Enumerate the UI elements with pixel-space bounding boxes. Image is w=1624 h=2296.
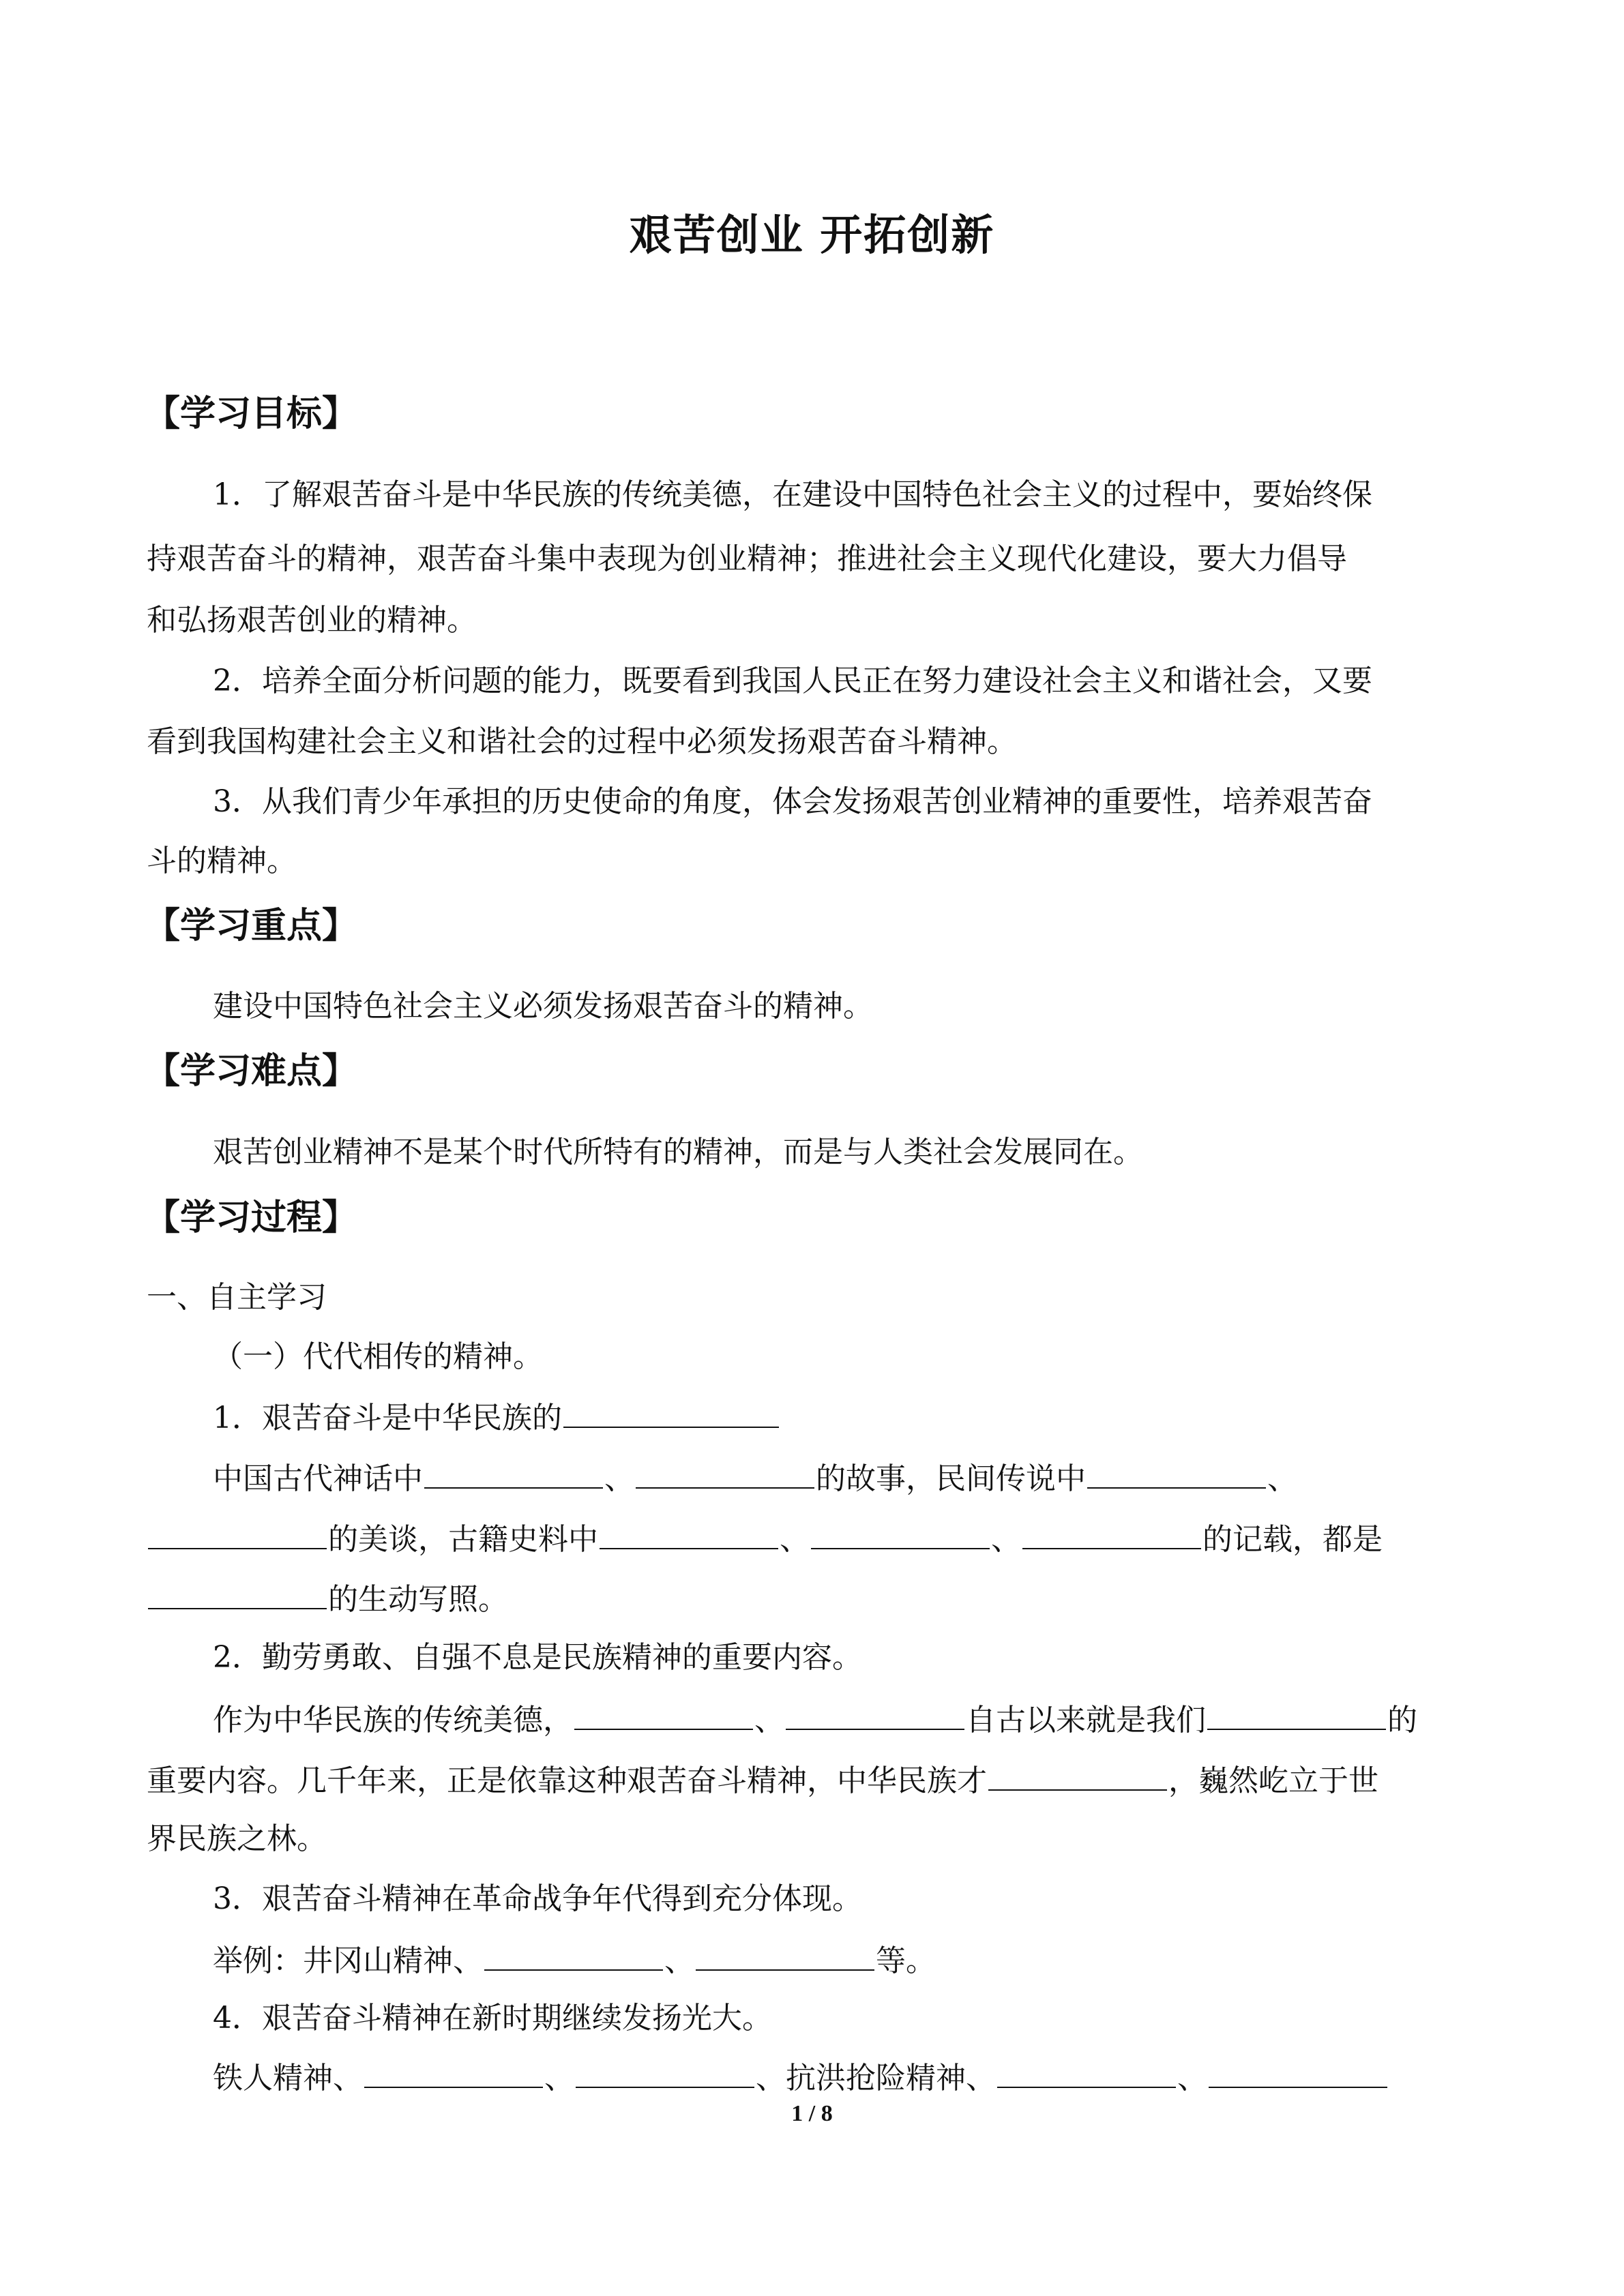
section-heading-process: 【学习过程】 <box>145 1197 358 1238</box>
question-4-head: 4．艰苦奋斗精神在新时期继续发扬光大。 <box>213 2001 772 2036</box>
blank-field[interactable] <box>576 2054 754 2088</box>
question-1-text-c: 的美谈，古籍史料中 <box>328 1522 598 1557</box>
blank-field[interactable] <box>1207 1696 1386 1730</box>
objective-1-line-2: 持艰苦奋斗的精神，艰苦奋斗集中表现为创业精神；推进社会主义现代化建设，要大力倡导 <box>147 541 1347 576</box>
question-1-text-a: 中国古代神话中 <box>213 1461 423 1496</box>
subsection-heading-1: （一）代代相传的精神。 <box>213 1339 543 1374</box>
separator: 、 <box>991 1522 1021 1557</box>
blank-field[interactable] <box>148 1575 327 1609</box>
question-2-line-4: 界民族之林。 <box>147 1821 327 1856</box>
question-4-line-2 <box>213 2054 1389 2101</box>
question-3-line-2 <box>213 1937 936 1984</box>
separator: 、 <box>754 1703 784 1738</box>
part-heading-self-study: 一、自主学习 <box>147 1280 327 1315</box>
question-3-text-b: 等。 <box>876 1943 936 1978</box>
page-title: 艰苦创业 开拓创新 <box>629 210 995 260</box>
question-1-line-4 <box>147 1575 508 1622</box>
blank-field[interactable] <box>696 1937 874 1971</box>
difficulty-text: 艰苦创业精神不是某个时代所特有的精神，而是与人类社会发展同在。 <box>213 1135 1143 1169</box>
key-point-text: 建设中国特色社会主义必须发扬艰苦奋斗的精神。 <box>213 989 873 1024</box>
question-2-text-b: 自古以来就是我们 <box>966 1703 1206 1738</box>
separator: 、 <box>1177 2061 1207 2096</box>
separator: 、 <box>780 1522 810 1557</box>
question-2-text-a: 作为中华民族的传统美德， <box>213 1703 573 1738</box>
question-3-text-a: 举例：井冈山精神、 <box>213 1943 483 1978</box>
page-number: 1 / 8 <box>791 2101 833 2126</box>
blank-field[interactable] <box>636 1455 814 1489</box>
blank-field[interactable] <box>1087 1455 1266 1489</box>
question-1-head: 1．艰苦奋斗是中华民族的 <box>213 1401 562 1435</box>
blank-field[interactable] <box>811 1515 990 1549</box>
blank-field[interactable] <box>988 1757 1167 1791</box>
blank-field[interactable] <box>574 1696 753 1730</box>
section-heading-objectives: 【学习目标】 <box>145 393 358 434</box>
blank-field[interactable] <box>424 1455 603 1489</box>
blank-field[interactable] <box>364 2054 543 2088</box>
question-4-text-a: 铁人精神、 <box>213 2061 363 2096</box>
separator: 、 <box>664 1943 694 1978</box>
question-1-text-e: 的生动写照。 <box>328 1582 508 1617</box>
question-4-text-b: 、抗洪抢险精神、 <box>756 2061 996 2096</box>
blank-field[interactable] <box>600 1515 778 1549</box>
question-2-head: 2．勤劳勇敢、自强不息是民族精神的重要内容。 <box>213 1640 862 1675</box>
question-1-text-b: 的故事，民间传说中 <box>816 1461 1086 1496</box>
blank-field[interactable] <box>1022 1515 1201 1549</box>
separator: 、 <box>544 2061 574 2096</box>
question-2-line-2 <box>213 1696 1417 1743</box>
question-2-text-c: 的 <box>1387 1703 1417 1738</box>
blank-field[interactable] <box>563 1394 779 1428</box>
question-1-text-d: 的记载，都是 <box>1202 1522 1383 1557</box>
separator: 、 <box>1267 1461 1297 1496</box>
objective-3-line-1: 3．从我们青少年承担的历史使命的角度，体会发扬艰苦创业精神的重要性，培养艰苦奋 <box>213 784 1372 819</box>
question-1-line-1 <box>213 1394 780 1441</box>
objective-2-line-1: 2．培养全面分析问题的能力，既要看到我国人民正在努力建设社会主义和谐社会，又要 <box>213 664 1372 698</box>
question-2-line-3 <box>147 1757 1378 1804</box>
question-3-head: 3．艰苦奋斗精神在革命战争年代得到充分体现。 <box>213 1881 862 1916</box>
section-heading-difficulties: 【学习难点】 <box>145 1051 358 1092</box>
question-1-line-3 <box>147 1515 1383 1562</box>
question-1-line-2 <box>213 1455 1297 1502</box>
blank-field[interactable] <box>997 2054 1176 2088</box>
question-2-text-d: 重要内容。几千年来，正是依靠这种艰苦奋斗精神，中华民族才 <box>147 1763 987 1798</box>
objective-3-line-2: 斗的精神。 <box>147 844 297 878</box>
blank-field[interactable] <box>1209 2054 1387 2088</box>
objective-1-line-3: 和弘扬艰苦创业的精神。 <box>147 603 477 638</box>
blank-field[interactable] <box>484 1937 663 1971</box>
objective-2-line-2: 看到我国构建社会主义和谐社会的过程中必须发扬艰苦奋斗精神。 <box>147 724 1017 759</box>
question-2-text-e: ，巍然屹立于世 <box>1168 1763 1378 1798</box>
blank-field[interactable] <box>148 1515 327 1549</box>
separator: 、 <box>604 1461 634 1496</box>
blank-field[interactable] <box>786 1696 964 1730</box>
section-heading-key-points: 【学习重点】 <box>145 906 358 946</box>
objective-1-line-1: 1．了解艰苦奋斗是中华民族的传统美德，在建设中国特色社会主义的过程中，要始终保 <box>213 477 1372 512</box>
